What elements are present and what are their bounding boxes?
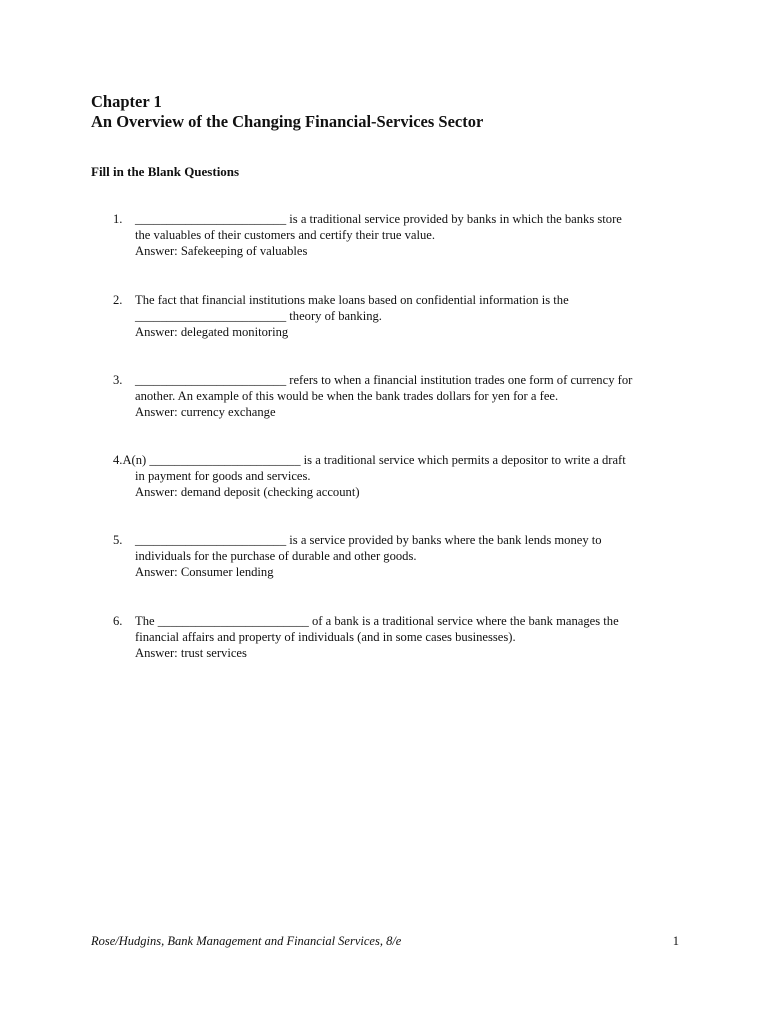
question-item [113, 211, 688, 259]
question-number: 1. [113, 212, 123, 226]
question-item [113, 532, 688, 580]
question-line: The fact that financial institutions make loans based on confidential information is the [135, 293, 569, 307]
question-line: ________________________ is a traditional service provided by banks in which the banks store [135, 212, 622, 226]
answer-line: Answer: Consumer lending [135, 565, 274, 579]
question-number: 6. [113, 614, 123, 628]
answer-line: Answer: demand deposit (checking account) [135, 485, 360, 499]
question-line: financial affairs and property of individuals (and in some cases businesses). [135, 630, 516, 644]
question-body [113, 452, 688, 500]
footer-citation: Rose/Hudgins, Bank Management and Financial Services, 8/e [91, 934, 402, 948]
question-item [113, 292, 688, 340]
question-line: another. An example of this would be when the bank trades dollars for yen for a fee. [135, 389, 559, 403]
question-number: 3. [113, 373, 123, 387]
question-body [135, 211, 688, 259]
question-number: 2. [113, 293, 123, 307]
page-footer [91, 933, 679, 949]
question-body [135, 532, 688, 580]
question-item [113, 613, 688, 661]
question-line: ________________________ refers to when a financial institution trades one form of currency for [135, 373, 633, 387]
chapter-title: An Overview of the Changing Financial-Services Sector [91, 112, 484, 131]
section-heading: Fill in the Blank Questions [91, 164, 240, 179]
question-line: 4.A(n) ________________________ is a traditional service which permits a depositor to write a draft [113, 453, 626, 467]
question-line: individuals for the purchase of durable and other goods. [135, 549, 417, 563]
question-body [135, 613, 688, 661]
question-line: ________________________ theory of banking. [135, 309, 382, 323]
question-body [135, 372, 688, 420]
question-item [113, 372, 688, 420]
answer-line: Answer: trust services [135, 646, 247, 660]
chapter-number: Chapter 1 [91, 92, 162, 111]
question-line: in payment for goods and services. [135, 469, 311, 483]
question-line: The ________________________ of a bank is a traditional service where the bank manages the [135, 614, 619, 628]
page-number: 1 [672, 934, 679, 948]
answer-line: Answer: Safekeeping of valuables [135, 244, 308, 258]
answer-line: Answer: currency exchange [135, 405, 276, 419]
question-body [135, 292, 688, 340]
question-line: the valuables of their customers and certify their true value. [135, 228, 436, 242]
answer-line: Answer: delegated monitoring [135, 325, 289, 339]
question-line: ________________________ is a service provided by banks where the bank lends money to [135, 533, 602, 547]
question-number: 5. [113, 533, 123, 547]
question-item [113, 452, 688, 500]
